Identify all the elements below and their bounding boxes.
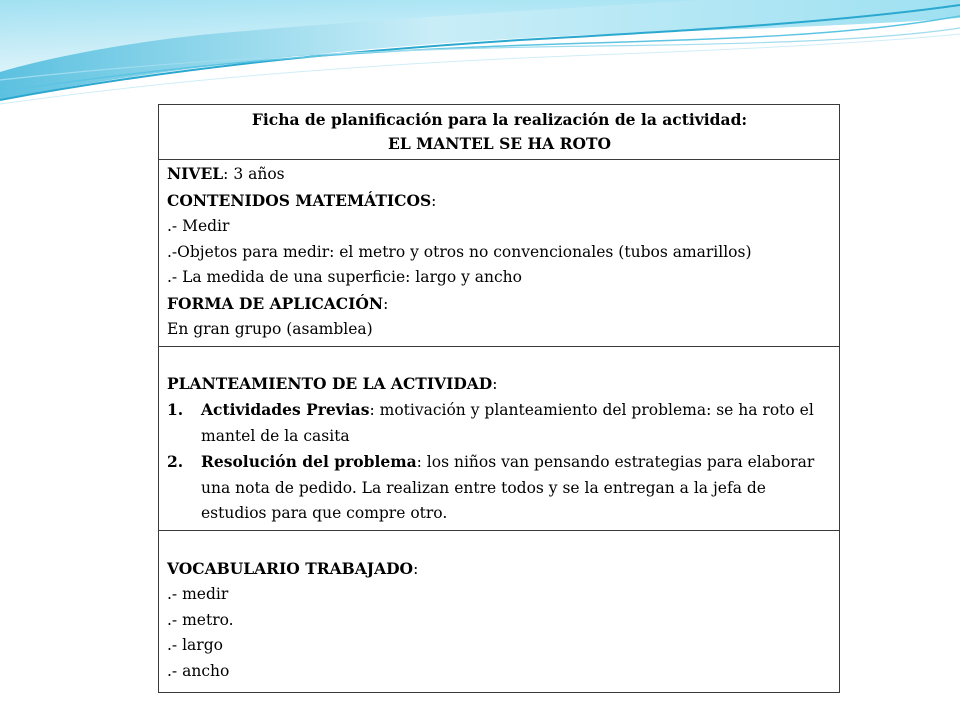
decorative-wave-banner (0, 0, 960, 110)
contenido-item: .- La medida de una superficie: largo y ancho (167, 268, 522, 286)
vocabulario-word: .- largo (167, 636, 223, 654)
step-title: Resolución del problema (201, 452, 417, 471)
section-contents (159, 160, 840, 347)
step-number: 2. (167, 452, 184, 471)
list-item (167, 449, 832, 527)
section-vocabulario (159, 530, 840, 693)
title-row (159, 105, 840, 160)
nivel-label: NIVEL (167, 164, 224, 183)
planteamiento-colon: : (492, 374, 498, 393)
vocabulario-colon: : (413, 559, 419, 578)
contenidos-line (167, 188, 832, 215)
step-text (201, 449, 832, 527)
forma-label: FORMA DE APLICACIÓN (167, 293, 384, 313)
forma-colon: : (383, 294, 389, 313)
vocabulario-word: .- medir (167, 585, 229, 603)
forma-value: En gran grupo (asamblea) (167, 320, 373, 338)
sheet-title: Ficha de planificación para la realización de la actividad: (251, 110, 748, 129)
contents-cell (159, 160, 840, 347)
step-number: 1. (167, 400, 184, 419)
vocabulario-cell (159, 530, 840, 693)
planteamiento-cell (159, 346, 840, 530)
forma-line (167, 291, 832, 318)
nivel-line (167, 161, 832, 188)
contenidos-colon: : (431, 191, 437, 210)
nivel-value: : 3 años (223, 165, 285, 183)
planning-sheet-table (158, 104, 840, 693)
step-text (201, 397, 832, 449)
vocabulario-word: .- ancho (167, 661, 230, 680)
title-cell (159, 105, 840, 160)
step-description: : los niños van pensando estrategias para elaborar una nota de pedido. La realizan entre todos y se la entregan a la jefa de estudios para que compre otro. (201, 453, 815, 522)
section-planteamiento (159, 346, 840, 530)
steps-list (167, 397, 832, 527)
planteamiento-label: PLANTEAMIENTO DE LA ACTIVIDAD (167, 373, 493, 393)
planteamiento-heading (167, 371, 832, 398)
step-title: Actividades Previas (201, 400, 370, 419)
activity-title: EL MANTEL SE HA ROTO (388, 134, 611, 153)
contenidos-label: CONTENIDOS MATEMÁTICOS (167, 190, 432, 210)
vocabulario-heading (167, 556, 832, 583)
vocabulario-label: VOCABULARIO TRABAJADO (167, 558, 414, 578)
vocabulario-word: .- metro. (167, 610, 234, 629)
contenido-item: .- Medir (167, 217, 230, 235)
contenido-item: .-Objetos para medir: el metro y otros no convencionales (tubos amarillos) (167, 242, 752, 261)
step-description: : motivación y planteamiento del problema: se ha roto el mantel de la casita (201, 401, 814, 445)
list-item (167, 397, 832, 449)
